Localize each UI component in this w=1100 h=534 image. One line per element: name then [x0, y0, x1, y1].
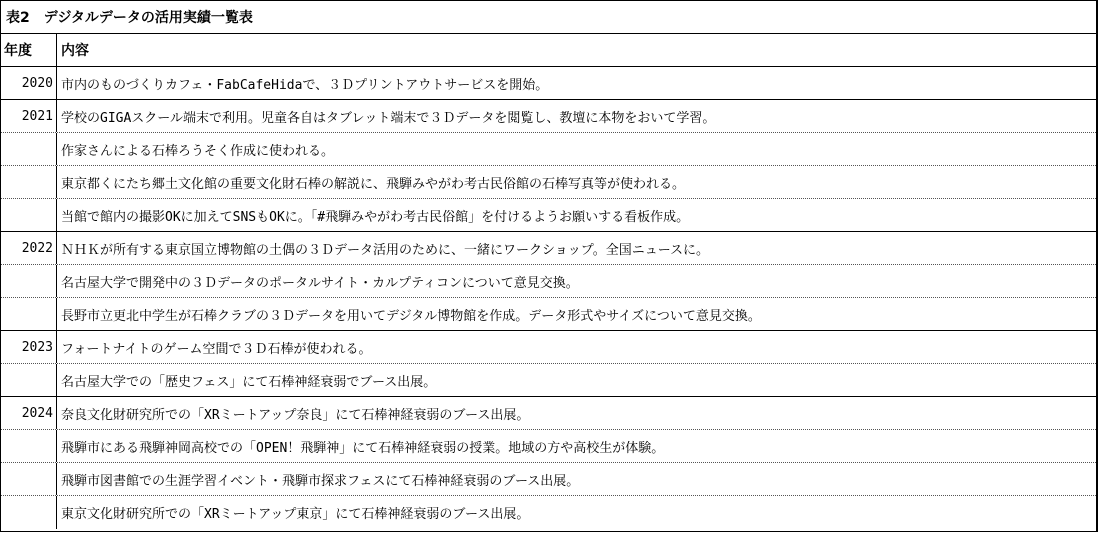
- year-cell: [1, 199, 57, 231]
- year-cell: 2021: [1, 100, 57, 132]
- table-body: [1, 67, 1096, 529]
- content-cell: 飛騨市図書館での生涯学習イベント・飛騨市探求フェスにて石棒神経衰弱のブース出展。: [61, 473, 580, 489]
- content-cell: 市内のものづくりカフェ・FabCafeHidaで、３Ｄプリントアウトサービスを開始。: [61, 77, 549, 93]
- table-row: [1, 67, 1096, 100]
- content-cell: 東京文化財研究所での「XRミートアップ東京」にて石棒神経衰弱のブース出展。: [61, 507, 530, 522]
- table-row: [1, 133, 1096, 166]
- header-year: 年度: [1, 34, 57, 66]
- table-header: [1, 34, 1096, 67]
- year-cell: [1, 496, 57, 529]
- table-row: [1, 364, 1096, 397]
- table-row: [1, 430, 1096, 463]
- table-row: [1, 298, 1096, 331]
- year-cell: [1, 133, 57, 165]
- content-cell: 作家さんによる石棒ろうそく作成に使われる。: [61, 143, 335, 159]
- content-cell: 名古屋大学で開発中の３Ｄデータのポータルサイト・カルプティコンについて意見交換。: [61, 275, 579, 291]
- year-cell: [1, 265, 57, 297]
- content-cell: 学校のGIGAスクール端末で利用。児童各自はタブレット端末で３Ｄデータを閲覧し、教壇に本物をおいて学習。: [61, 110, 716, 126]
- year-cell: [1, 166, 57, 198]
- table-title: 表2 デジタルデータの活用実績一覧表: [1, 1, 1096, 34]
- content-cell: 奈良文化財研究所での「XRミートアップ奈良」にて石棒神経衰弱のブース出展。: [61, 407, 530, 423]
- table-row: [1, 496, 1096, 529]
- table-row: [1, 397, 1096, 430]
- year-cell: [1, 298, 57, 330]
- year-cell: 2023: [1, 331, 57, 363]
- year-cell: 2024: [1, 397, 57, 429]
- content-cell: ＮＨＫが所有する東京国立博物館の土偶の３Ｄデータ活用のために、一緒にワークショップ。全国ニュースに。: [61, 242, 710, 258]
- table-row: [1, 199, 1096, 232]
- table-row: [1, 232, 1096, 265]
- header-content: 内容: [61, 43, 89, 59]
- table-row: [1, 166, 1096, 199]
- content-cell: 長野市立更北中学生が石棒クラブの３Ｄデータを用いてデジタル博物館を作成。データ形式やサイズについて意見交換。: [61, 308, 761, 324]
- content-cell: フォートナイトのゲーム空間で３Ｄ石棒が使われる。: [61, 341, 372, 357]
- year-cell: [1, 430, 57, 462]
- year-cell: [1, 364, 57, 396]
- year-cell: [1, 463, 57, 495]
- table-row: [1, 463, 1096, 496]
- year-cell: 2020: [1, 67, 57, 99]
- table-row: [1, 100, 1096, 133]
- year-cell: 2022: [1, 232, 57, 264]
- content-cell: 名古屋大学での「歴史フェス」にて石棒神経衰弱でブース出展。: [61, 374, 437, 390]
- content-cell: 当館で館内の撮影OKに加えてSNSもOKに。「#飛騨みやがわ考古民俗館」を付けるようお願いする看板作成。: [61, 209, 690, 225]
- table-row: [1, 265, 1096, 298]
- content-cell: 東京都くにたち郷土文化館の重要文化財石棒の解説に、飛騨みやがわ考古民俗館の石棒写真等が使われる。: [61, 176, 686, 192]
- content-cell: 飛騨市にある飛騨神岡高校での「OPEN！飛騨神」にて石棒神経衰弱の授業。地域の方や高校生が体験。: [61, 440, 665, 456]
- table-row: [1, 331, 1096, 364]
